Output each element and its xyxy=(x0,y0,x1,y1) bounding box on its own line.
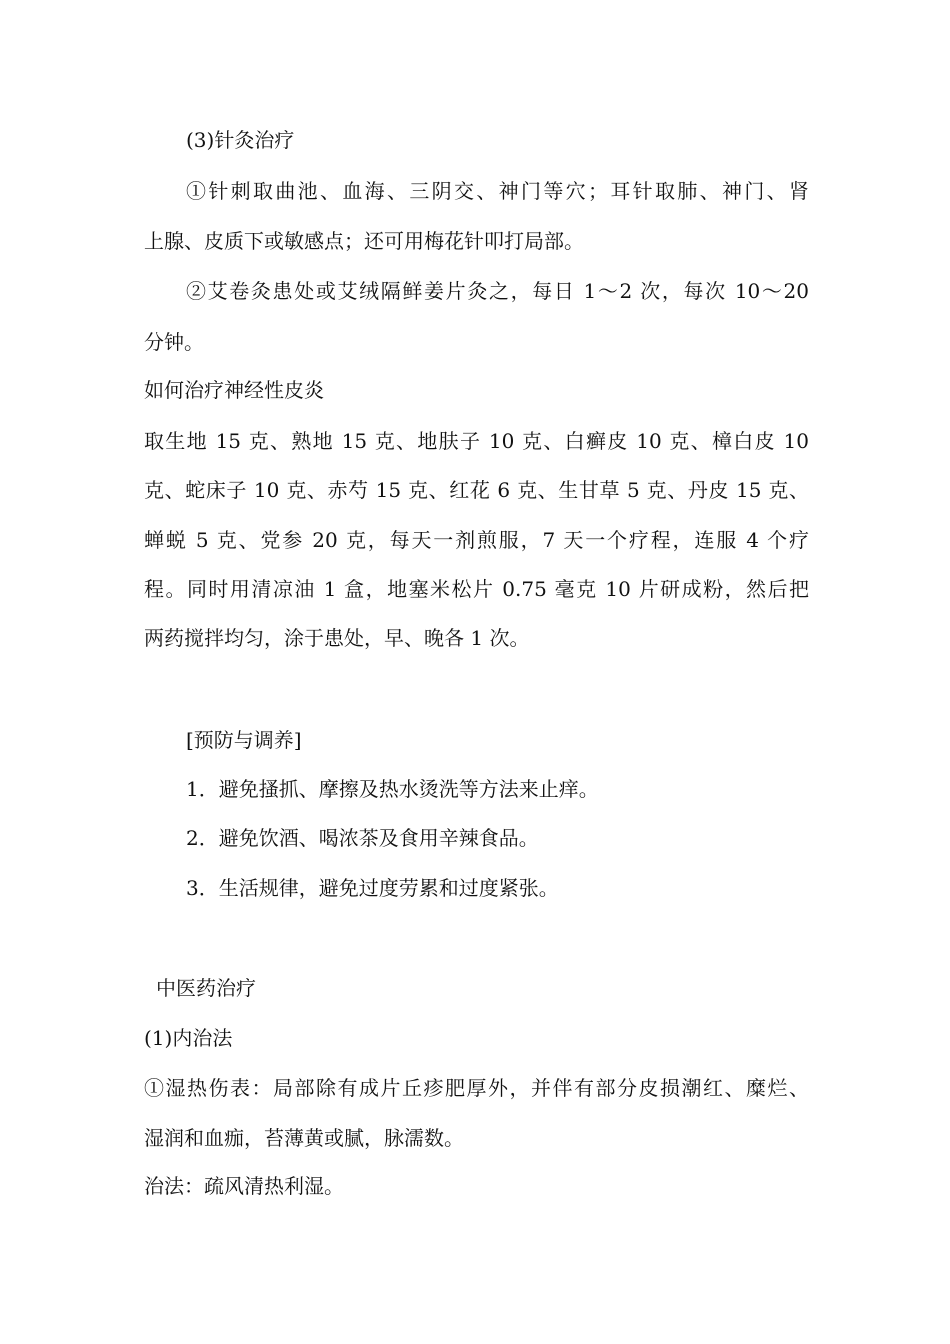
acupuncture-item2-line1: ②艾卷灸患处或艾绒隔鲜姜片灸之，每日 1～2 次，每次 10～20 xyxy=(186,279,809,303)
neuro-para-line3: 蝉蜕 5 克、党参 20 克，每天一剂煎服，7 天一个疗程，连服 4 个疗 xyxy=(144,528,809,552)
acupuncture-item1-line2: 上腺、皮质下或敏感点；还可用梅花针叩打局部。 xyxy=(144,229,584,253)
prevention-item: 1．避免搔抓、摩擦及热水烫洗等方法来止痒。 xyxy=(186,777,599,801)
tcm-heading: 中医药治疗 xyxy=(156,976,256,1000)
internal-heading: (1)内治法 xyxy=(144,1026,233,1050)
neuro-para-line2: 克、蛇床子 10 克、赤芍 15 克、红花 6 克、生甘草 5 克、丹皮 15 克、 xyxy=(144,478,809,502)
neuro-para-line1: 取生地 15 克、熟地 15 克、地肤子 10 克、白癣皮 10 克、樟白皮 10 xyxy=(144,429,809,453)
prevention-item: 3．生活规律，避免过度劳累和过度紧张。 xyxy=(186,876,559,900)
acupuncture-item1-line1: ①针刺取曲池、血海、三阴交、神门等穴；耳针取肺、神门、肾 xyxy=(186,179,809,203)
damp-heat-line1: ①湿热伤表：局部除有成片丘疹肥厚外，并伴有部分皮损潮红、糜烂、 xyxy=(144,1076,809,1100)
neuro-heading: 如何治疗神经性皮炎 xyxy=(144,378,324,402)
neuro-para-line5: 两药搅拌均匀，涂于患处，早、晚各 1 次。 xyxy=(144,626,530,650)
prevention-heading: [预防与调养] xyxy=(186,728,302,752)
treatment-line: 治法：疏风清热利湿。 xyxy=(144,1174,344,1198)
damp-heat-line2: 湿润和血痂，苔薄黄或腻，脉濡数。 xyxy=(144,1126,464,1150)
acupuncture-item2-line2: 分钟。 xyxy=(144,330,204,354)
prevention-item: 2．避免饮酒、喝浓茶及食用辛辣食品。 xyxy=(186,826,539,850)
acupuncture-heading: (3)针灸治疗 xyxy=(186,128,295,152)
neuro-para-line4: 程。同时用清凉油 1 盒，地塞米松片 0.75 毫克 10 片研成粉，然后把 xyxy=(144,577,809,601)
